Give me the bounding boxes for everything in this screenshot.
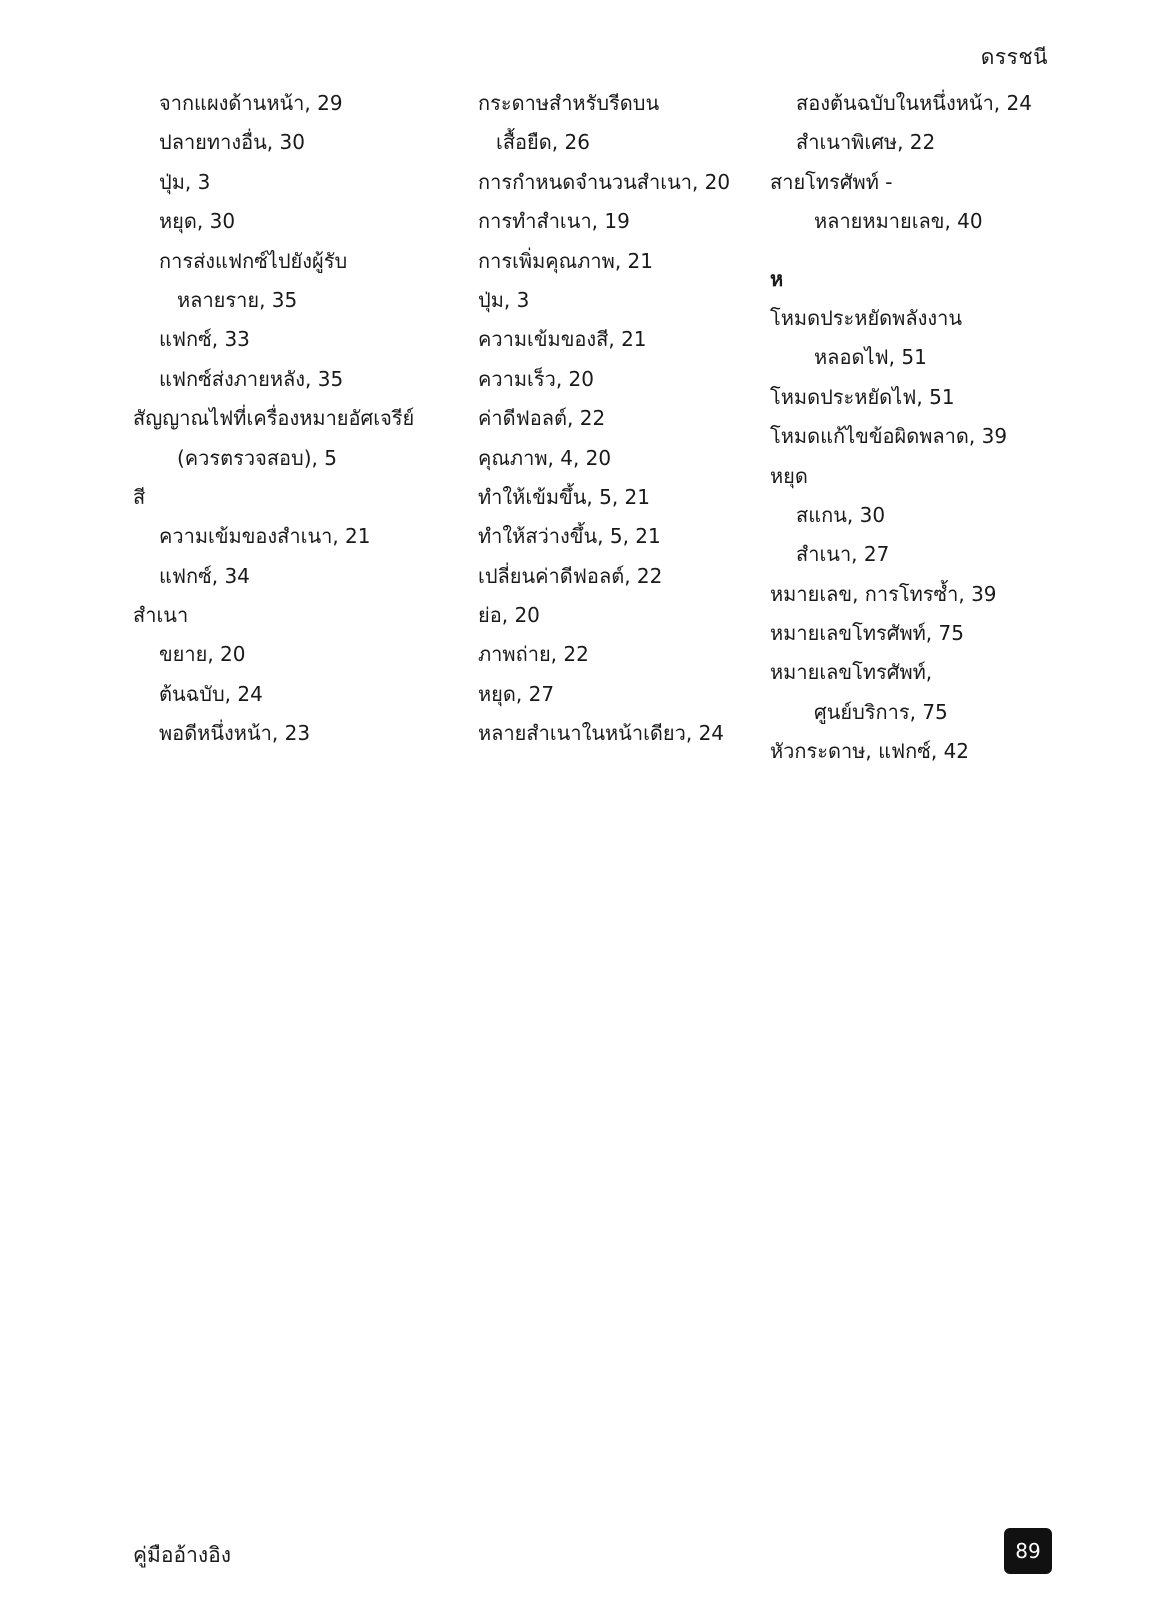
index-subentry: จากแผงด้านหน้า, 29 [159, 91, 343, 115]
index-entry: หมายเลขโทรศัพท์, 75 [770, 621, 964, 646]
index-entry: หลายสำเนาในหน้าเดียว, 24 [478, 721, 725, 746]
index-spacer [770, 242, 1070, 260]
index-entry: หมายเลข, การโทรซ้ำ, 39 [770, 581, 997, 606]
index-entry: การทำสำเนา, 19 [478, 209, 630, 234]
index-continuation: ศูนย์บริการ, 75 [814, 699, 948, 724]
index-entry: กระดาษสำหรับรีดบน [478, 91, 660, 115]
page-number-badge: 89 [1004, 1528, 1052, 1574]
index-entry: คุณภาพ, 4, 20 [478, 445, 612, 470]
index-continuation: หลายราย, 35 [177, 287, 298, 312]
index-section-letter: ห [770, 266, 784, 291]
index-subentry: สำเนาพิเศษ, 22 [796, 130, 936, 155]
page-header-title: ดรรชนี [980, 45, 1048, 69]
index-subentry: สองต้นฉบับในหนึ่งหน้า, 24 [796, 91, 1032, 115]
index-entry: สำเนา [133, 603, 189, 628]
index-subentry: แฟกซ์, 33 [159, 327, 250, 352]
index-continuation: หลายหมายเลข, 40 [814, 209, 983, 234]
index-entry: โหมดประหยัดพลังงาน [770, 305, 963, 330]
index-entry: หัวกระดาษ, แฟกซ์, 42 [770, 739, 970, 764]
index-subentry: แฟกซ์ส่งภายหลัง, 35 [159, 366, 344, 391]
index-entry: ปุ่ม, 3 [478, 287, 530, 312]
index-entry: สัญญาณไฟที่เครื่องหมายอัศเจรีย์ [133, 406, 415, 431]
index-entry: สายโทรศัพท์ - [770, 169, 893, 194]
index-subentry: หยุด, 30 [159, 209, 236, 234]
index-continuation: (ควรตรวจสอบ), 5 [177, 445, 337, 470]
index-entry: โหมดแก้ไขข้อผิดพลาด, 39 [770, 424, 1008, 449]
index-subentry: ความเข้มของสำเนา, 21 [159, 524, 371, 549]
index-subentry: แฟกซ์, 34 [159, 563, 250, 588]
index-subentry: ขยาย, 20 [159, 642, 246, 667]
index-column-3 [770, 84, 1070, 772]
index-subentry: พอดีหนึ่งหน้า, 23 [159, 721, 311, 746]
index-entry: เปลี่ยนค่าดีฟอลต์, 22 [478, 563, 663, 588]
index-entry: หยุด [770, 463, 808, 488]
index-entry: ทำให้สว่างขึ้น, 5, 21 [478, 524, 661, 549]
index-column-2 [478, 84, 768, 754]
footer-label: คู่มืออ้างอิง [133, 1543, 232, 1567]
index-subentry: การส่งแฟกซ์ไปยังผู้รับ [159, 248, 348, 273]
index-entry: ภาพถ่าย, 22 [478, 642, 589, 667]
index-entry: การเพิ่มคุณภาพ, 21 [478, 248, 653, 273]
index-column-1 [133, 84, 453, 754]
index-subentry: สำเนา, 27 [796, 542, 890, 567]
index-subentry: ปุ่ม, 3 [159, 169, 211, 194]
index-entry: หมายเลขโทรศัพท์, [770, 660, 933, 685]
index-entry: ย่อ, 20 [478, 603, 540, 628]
index-entry: สี [133, 484, 146, 509]
index-entry: ความเร็ว, 20 [478, 366, 594, 391]
index-entry: ทำให้เข้มขึ้น, 5, 21 [478, 484, 651, 509]
index-entry: การกำหนดจำนวนสำเนา, 20 [478, 169, 731, 194]
index-subentry: ต้นฉบับ, 24 [159, 681, 263, 706]
index-entry: ความเข้มของสี, 21 [478, 327, 647, 352]
index-entry: หยุด, 27 [478, 681, 555, 706]
index-entry: ค่าดีฟอลต์, 22 [478, 406, 606, 431]
index-continuation: เสื้อยืด, 26 [496, 130, 590, 155]
index-subentry: ปลายทางอื่น, 30 [159, 130, 305, 155]
index-entry: โหมดประหยัดไฟ, 51 [770, 384, 955, 409]
index-subentry: สแกน, 30 [796, 502, 886, 527]
index-continuation: หลอดไฟ, 51 [814, 345, 927, 370]
